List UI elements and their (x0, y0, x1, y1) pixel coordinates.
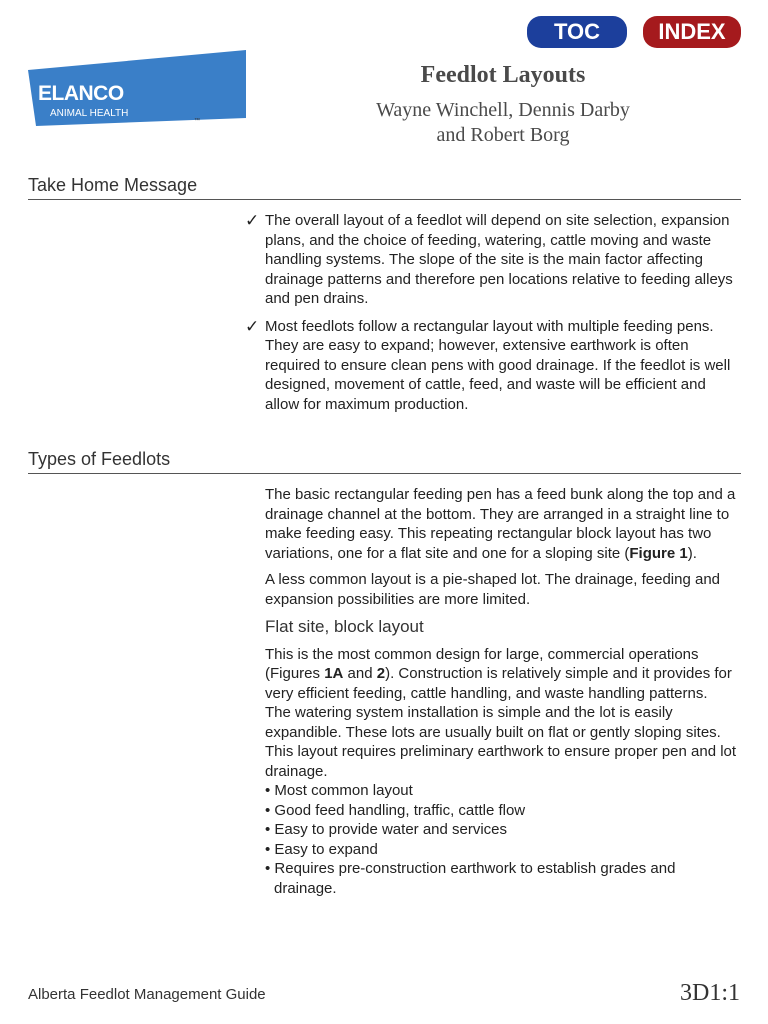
types-heading: Types of Feedlots (28, 449, 741, 474)
bullet-item: • Requires pre-construction earthwork to establish grades and drainage. (265, 860, 676, 897)
take-home-list (245, 211, 737, 422)
paragraph-text: The basic rectangular feeding pen has a feed bunk along the top and a drainage channel at the bottom. They are arranged in a straight line to make feeding easy. This repeating rectangular block layout has two variations, one for a flat site and one for a sloping site ( (265, 486, 736, 562)
paragraph-pie-shaped: A less common layout is a pie-shaped lot. The drainage, feeding and expansion possibilities are more limited. (265, 571, 721, 608)
paragraph-text: and (343, 665, 377, 682)
bullet-item: • Good feed handling, traffic, cattle flow (265, 801, 526, 819)
page-title: Feedlot Layouts (420, 62, 586, 88)
bullet-item: • Easy to provide water and services (265, 821, 508, 838)
page-number: 3D1:1 (680, 980, 740, 1006)
footer-guide-title: Alberta Feedlot Management Guide (28, 986, 266, 1003)
paragraph-text-end: ). (687, 544, 697, 562)
authors-line-1: Wayne Winchell, Dennis Darby (376, 99, 630, 121)
index-button[interactable]: INDEX (643, 16, 741, 48)
take-home-item (245, 211, 737, 309)
trademark-symbol: ™ (194, 118, 200, 124)
paragraph-rectangular-pen (265, 485, 737, 563)
checkmark-icon: ✓ (245, 211, 260, 230)
authors-line-2: and Robert Borg (436, 124, 570, 146)
bullet-item: • Easy to expand (265, 840, 378, 858)
figure-1-reference[interactable]: Figure 1 (629, 544, 688, 562)
logo-subtitle: ANIMAL HEALTH (50, 108, 129, 119)
flat-site-subheading: Flat site, block layout (265, 617, 424, 636)
figure-2-reference[interactable]: 2 (376, 665, 386, 682)
elanco-logo (28, 50, 246, 126)
flat-site-bullets (265, 781, 737, 898)
checkmark-icon: ✓ (245, 316, 260, 336)
bullet-item: • Most common layout (265, 782, 413, 799)
figure-1a-reference[interactable]: 1A (324, 665, 344, 682)
take-home-item-text: Most feedlots follow a rectangular layout with multiple feeding pens. They are easy to expand; however, extensive earthwork is often required to ensure clean pens with good drainage. If the feedlot is well designed, movement of cattle, feed, and waste will be efficient and allow for maximum production. (265, 317, 731, 413)
toc-button[interactable]: TOC (527, 16, 627, 48)
authors (300, 98, 706, 148)
paragraph-text: This is the most common design for large, commercial operations (Figures (265, 645, 699, 682)
take-home-item (245, 317, 737, 415)
take-home-heading: Take Home Message (28, 175, 741, 200)
types-body (265, 485, 737, 898)
logo-name: ELANCO (38, 82, 124, 105)
paragraph-text: ). Construction is relatively simple and it provides for very efficient feeding, cattle handling, and waste handling patterns. The watering system installation is simple and the lot is easily expandible. These lots are usually built on flat or gently sloping sites. This layout requires preliminary earthwork to ensure proper pen and lot drainage. (265, 665, 737, 780)
take-home-item-text: The overall layout of a feedlot will depend on site selection, expansion plans, and the choice of feeding, watering, cattle moving and waste handling systems. The slope of the site is the main factor affecting drainage patterns and therefore pen locations relative to feeding alleys and pen drains. (265, 212, 733, 307)
paragraph-flat-site (265, 645, 737, 782)
